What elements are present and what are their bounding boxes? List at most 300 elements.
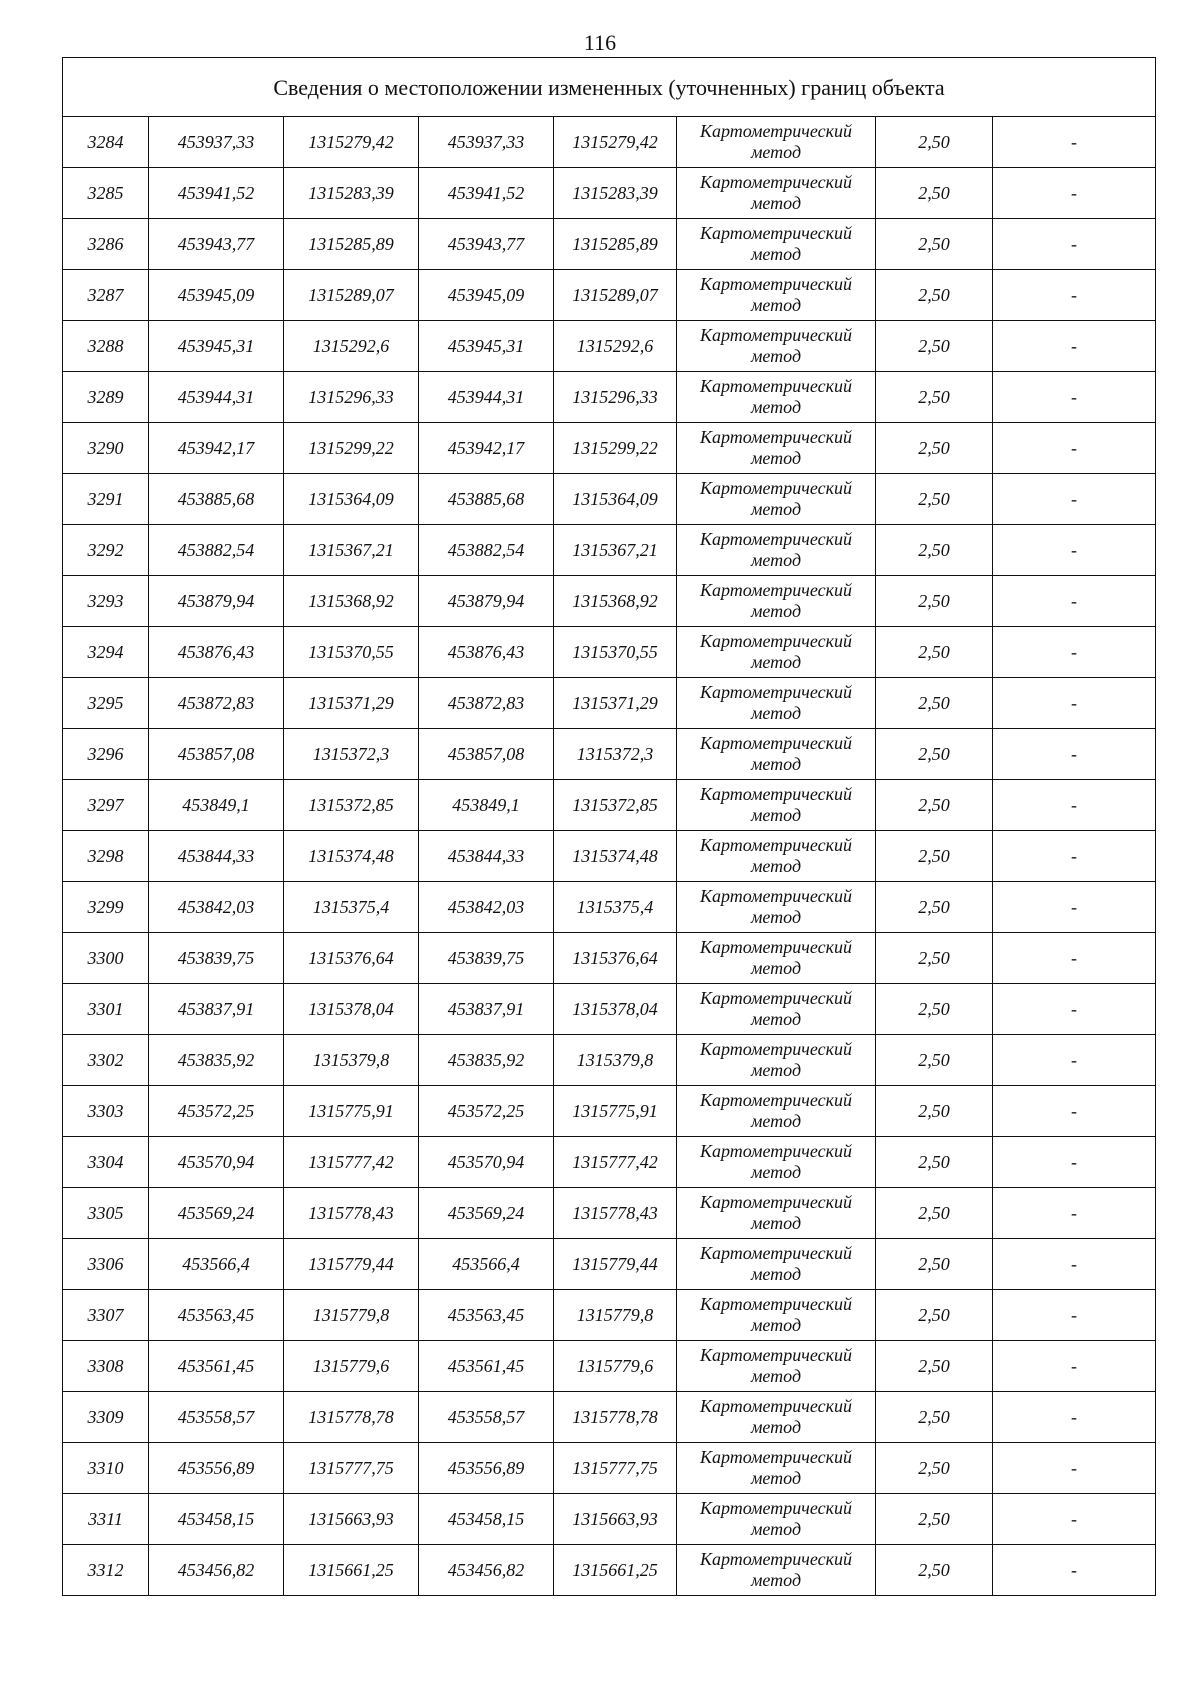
description-cell: -	[993, 627, 1156, 678]
table-row	[63, 729, 1156, 780]
accuracy-cell: 2,50	[876, 678, 993, 729]
x-coordinate-refined-cell: 453837,91	[419, 984, 554, 1035]
description-cell: -	[993, 1137, 1156, 1188]
x-coordinate-refined-cell: 453882,54	[419, 525, 554, 576]
y-coordinate-refined-cell: 1315292,6	[554, 321, 677, 372]
point-number-cell: 3302	[63, 1035, 149, 1086]
method-line-1: Картометрический	[699, 274, 852, 294]
x-coordinate-existing-cell: 453945,09	[149, 270, 284, 321]
method-line-2: метод	[750, 856, 802, 876]
accuracy-cell: 2,50	[876, 1545, 993, 1596]
x-coordinate-refined-cell: 453941,52	[419, 168, 554, 219]
accuracy-cell: 2,50	[876, 117, 993, 168]
y-coordinate-existing-cell: 1315279,42	[284, 117, 419, 168]
method-cell	[677, 1137, 876, 1188]
method-line-2: метод	[750, 601, 802, 621]
y-coordinate-refined-cell: 1315372,85	[554, 780, 677, 831]
table-row	[63, 117, 1156, 168]
y-coordinate-refined-cell: 1315374,48	[554, 831, 677, 882]
y-coordinate-existing-cell: 1315779,6	[284, 1341, 419, 1392]
method-line-1: Картометрический	[699, 121, 852, 141]
table-row	[63, 270, 1156, 321]
method-cell	[677, 474, 876, 525]
method-cell	[677, 831, 876, 882]
point-number-cell: 3299	[63, 882, 149, 933]
x-coordinate-refined-cell: 453857,08	[419, 729, 554, 780]
x-coordinate-refined-cell: 453844,33	[419, 831, 554, 882]
method-cell	[677, 270, 876, 321]
y-coordinate-refined-cell: 1315285,89	[554, 219, 677, 270]
point-number-cell: 3288	[63, 321, 149, 372]
x-coordinate-refined-cell: 453569,24	[419, 1188, 554, 1239]
description-cell: -	[993, 423, 1156, 474]
x-coordinate-existing-cell: 453844,33	[149, 831, 284, 882]
x-coordinate-refined-cell: 453566,4	[419, 1239, 554, 1290]
x-coordinate-existing-cell: 453945,31	[149, 321, 284, 372]
method-line-1: Картометрический	[699, 1345, 852, 1365]
method-line-2: метод	[750, 448, 802, 468]
y-coordinate-refined-cell: 1315376,64	[554, 933, 677, 984]
point-number-cell: 3300	[63, 933, 149, 984]
method-cell	[677, 1239, 876, 1290]
method-line-2: метод	[750, 703, 802, 723]
x-coordinate-refined-cell: 453572,25	[419, 1086, 554, 1137]
table-row	[63, 780, 1156, 831]
table-row	[63, 831, 1156, 882]
method-line-1: Картометрический	[699, 1549, 852, 1569]
method-cell	[677, 168, 876, 219]
method-line-1: Картометрический	[699, 172, 852, 192]
accuracy-cell: 2,50	[876, 1035, 993, 1086]
x-coordinate-refined-cell: 453558,57	[419, 1392, 554, 1443]
x-coordinate-refined-cell: 453879,94	[419, 576, 554, 627]
method-line-1: Картометрический	[699, 1141, 852, 1161]
x-coordinate-existing-cell: 453943,77	[149, 219, 284, 270]
table-row	[63, 1035, 1156, 1086]
y-coordinate-existing-cell: 1315779,44	[284, 1239, 419, 1290]
x-coordinate-refined-cell: 453942,17	[419, 423, 554, 474]
accuracy-cell: 2,50	[876, 270, 993, 321]
table-row	[63, 576, 1156, 627]
point-number-cell: 3291	[63, 474, 149, 525]
point-number-cell: 3311	[63, 1494, 149, 1545]
x-coordinate-refined-cell: 453945,31	[419, 321, 554, 372]
accuracy-cell: 2,50	[876, 1188, 993, 1239]
description-cell: -	[993, 372, 1156, 423]
method-line-1: Картометрический	[699, 1192, 852, 1212]
accuracy-cell: 2,50	[876, 1443, 993, 1494]
y-coordinate-refined-cell: 1315375,4	[554, 882, 677, 933]
accuracy-cell: 2,50	[876, 1239, 993, 1290]
method-line-2: метод	[750, 1315, 802, 1335]
method-cell	[677, 1494, 876, 1545]
x-coordinate-existing-cell: 453456,82	[149, 1545, 284, 1596]
x-coordinate-existing-cell: 453879,94	[149, 576, 284, 627]
x-coordinate-existing-cell: 453458,15	[149, 1494, 284, 1545]
method-cell	[677, 882, 876, 933]
table-row	[63, 474, 1156, 525]
method-line-1: Картометрический	[699, 223, 852, 243]
method-cell	[677, 984, 876, 1035]
x-coordinate-existing-cell: 453563,45	[149, 1290, 284, 1341]
x-coordinate-existing-cell: 453569,24	[149, 1188, 284, 1239]
method-cell	[677, 1392, 876, 1443]
method-line-2: метод	[750, 1060, 802, 1080]
description-cell: -	[993, 678, 1156, 729]
accuracy-cell: 2,50	[876, 729, 993, 780]
y-coordinate-refined-cell: 1315368,92	[554, 576, 677, 627]
method-line-2: метод	[750, 346, 802, 366]
method-cell	[677, 1443, 876, 1494]
y-coordinate-existing-cell: 1315777,42	[284, 1137, 419, 1188]
method-line-1: Картометрический	[699, 835, 852, 855]
method-cell	[677, 525, 876, 576]
y-coordinate-refined-cell: 1315372,3	[554, 729, 677, 780]
y-coordinate-refined-cell: 1315779,8	[554, 1290, 677, 1341]
y-coordinate-refined-cell: 1315775,91	[554, 1086, 677, 1137]
description-cell: -	[993, 168, 1156, 219]
y-coordinate-existing-cell: 1315372,3	[284, 729, 419, 780]
accuracy-cell: 2,50	[876, 474, 993, 525]
point-number-cell: 3306	[63, 1239, 149, 1290]
method-line-1: Картометрический	[699, 1090, 852, 1110]
accuracy-cell: 2,50	[876, 1494, 993, 1545]
x-coordinate-refined-cell: 453556,89	[419, 1443, 554, 1494]
table-row	[63, 933, 1156, 984]
y-coordinate-refined-cell: 1315296,33	[554, 372, 677, 423]
method-line-1: Картометрический	[699, 325, 852, 345]
method-line-2: метод	[750, 244, 802, 264]
accuracy-cell: 2,50	[876, 984, 993, 1035]
x-coordinate-refined-cell: 453570,94	[419, 1137, 554, 1188]
description-cell: -	[993, 474, 1156, 525]
accuracy-cell: 2,50	[876, 1137, 993, 1188]
x-coordinate-existing-cell: 453944,31	[149, 372, 284, 423]
method-line-2: метод	[750, 1570, 802, 1590]
x-coordinate-existing-cell: 453937,33	[149, 117, 284, 168]
x-coordinate-refined-cell: 453885,68	[419, 474, 554, 525]
point-number-cell: 3295	[63, 678, 149, 729]
method-line-2: метод	[750, 1264, 802, 1284]
x-coordinate-refined-cell: 453876,43	[419, 627, 554, 678]
table-row	[63, 1494, 1156, 1545]
method-line-2: метод	[750, 805, 802, 825]
point-number-cell: 3284	[63, 117, 149, 168]
y-coordinate-refined-cell: 1315371,29	[554, 678, 677, 729]
method-line-1: Картометрический	[699, 529, 852, 549]
description-cell: -	[993, 321, 1156, 372]
y-coordinate-refined-cell: 1315663,93	[554, 1494, 677, 1545]
accuracy-cell: 2,50	[876, 372, 993, 423]
method-line-2: метод	[750, 397, 802, 417]
y-coordinate-existing-cell: 1315371,29	[284, 678, 419, 729]
point-number-cell: 3294	[63, 627, 149, 678]
table-row	[63, 1239, 1156, 1290]
x-coordinate-refined-cell: 453943,77	[419, 219, 554, 270]
y-coordinate-existing-cell: 1315367,21	[284, 525, 419, 576]
method-line-1: Картометрический	[699, 886, 852, 906]
point-number-cell: 3285	[63, 168, 149, 219]
description-cell: -	[993, 1341, 1156, 1392]
x-coordinate-existing-cell: 453570,94	[149, 1137, 284, 1188]
x-coordinate-refined-cell: 453839,75	[419, 933, 554, 984]
method-line-2: метод	[750, 550, 802, 570]
table-row	[63, 1341, 1156, 1392]
description-cell: -	[993, 270, 1156, 321]
table-row	[63, 168, 1156, 219]
method-line-1: Картометрический	[699, 784, 852, 804]
y-coordinate-existing-cell: 1315775,91	[284, 1086, 419, 1137]
method-cell	[677, 729, 876, 780]
description-cell: -	[993, 1035, 1156, 1086]
y-coordinate-existing-cell: 1315777,75	[284, 1443, 419, 1494]
table-row	[63, 1443, 1156, 1494]
method-line-2: метод	[750, 958, 802, 978]
point-number-cell: 3296	[63, 729, 149, 780]
description-cell: -	[993, 1239, 1156, 1290]
y-coordinate-refined-cell: 1315779,44	[554, 1239, 677, 1290]
x-coordinate-existing-cell: 453857,08	[149, 729, 284, 780]
point-number-cell: 3309	[63, 1392, 149, 1443]
x-coordinate-existing-cell: 453882,54	[149, 525, 284, 576]
y-coordinate-refined-cell: 1315367,21	[554, 525, 677, 576]
method-line-2: метод	[750, 1111, 802, 1131]
point-number-cell: 3286	[63, 219, 149, 270]
point-number-cell: 3287	[63, 270, 149, 321]
x-coordinate-refined-cell: 453849,1	[419, 780, 554, 831]
x-coordinate-refined-cell: 453458,15	[419, 1494, 554, 1545]
y-coordinate-existing-cell: 1315289,07	[284, 270, 419, 321]
point-number-cell: 3307	[63, 1290, 149, 1341]
y-coordinate-refined-cell: 1315779,6	[554, 1341, 677, 1392]
accuracy-cell: 2,50	[876, 1290, 993, 1341]
x-coordinate-refined-cell: 453835,92	[419, 1035, 554, 1086]
method-line-2: метод	[750, 754, 802, 774]
table-row	[63, 1545, 1156, 1596]
accuracy-cell: 2,50	[876, 423, 993, 474]
x-coordinate-existing-cell: 453849,1	[149, 780, 284, 831]
method-line-1: Картометрический	[699, 1294, 852, 1314]
y-coordinate-refined-cell: 1315283,39	[554, 168, 677, 219]
y-coordinate-existing-cell: 1315372,85	[284, 780, 419, 831]
x-coordinate-refined-cell: 453872,83	[419, 678, 554, 729]
table-row	[63, 882, 1156, 933]
description-cell: -	[993, 219, 1156, 270]
y-coordinate-existing-cell: 1315778,43	[284, 1188, 419, 1239]
accuracy-cell: 2,50	[876, 831, 993, 882]
description-cell: -	[993, 1086, 1156, 1137]
x-coordinate-refined-cell: 453944,31	[419, 372, 554, 423]
x-coordinate-existing-cell: 453835,92	[149, 1035, 284, 1086]
method-line-2: метод	[750, 1417, 802, 1437]
method-line-2: метод	[750, 142, 802, 162]
x-coordinate-refined-cell: 453937,33	[419, 117, 554, 168]
method-cell	[677, 219, 876, 270]
y-coordinate-existing-cell: 1315370,55	[284, 627, 419, 678]
y-coordinate-existing-cell: 1315283,39	[284, 168, 419, 219]
method-line-2: метод	[750, 499, 802, 519]
y-coordinate-existing-cell: 1315379,8	[284, 1035, 419, 1086]
method-line-1: Картометрический	[699, 478, 852, 498]
table-row	[63, 372, 1156, 423]
x-coordinate-existing-cell: 453842,03	[149, 882, 284, 933]
y-coordinate-refined-cell: 1315778,78	[554, 1392, 677, 1443]
accuracy-cell: 2,50	[876, 882, 993, 933]
x-coordinate-existing-cell: 453872,83	[149, 678, 284, 729]
x-coordinate-existing-cell: 453941,52	[149, 168, 284, 219]
description-cell: -	[993, 882, 1156, 933]
method-cell	[677, 1188, 876, 1239]
point-number-cell: 3312	[63, 1545, 149, 1596]
x-coordinate-existing-cell: 453556,89	[149, 1443, 284, 1494]
description-cell: -	[993, 117, 1156, 168]
y-coordinate-existing-cell: 1315779,8	[284, 1290, 419, 1341]
table-row	[63, 984, 1156, 1035]
point-number-cell: 3293	[63, 576, 149, 627]
description-cell: -	[993, 1545, 1156, 1596]
method-line-1: Картометрический	[699, 580, 852, 600]
method-line-1: Картометрический	[699, 937, 852, 957]
method-line-2: метод	[750, 1468, 802, 1488]
method-cell	[677, 576, 876, 627]
table-row	[63, 1290, 1156, 1341]
y-coordinate-existing-cell: 1315778,78	[284, 1392, 419, 1443]
table-title-row	[63, 58, 1156, 117]
y-coordinate-existing-cell: 1315368,92	[284, 576, 419, 627]
method-cell	[677, 1035, 876, 1086]
y-coordinate-refined-cell: 1315299,22	[554, 423, 677, 474]
table-row	[63, 1392, 1156, 1443]
accuracy-cell: 2,50	[876, 780, 993, 831]
table-row	[63, 678, 1156, 729]
point-number-cell: 3290	[63, 423, 149, 474]
point-number-cell: 3304	[63, 1137, 149, 1188]
y-coordinate-refined-cell: 1315777,42	[554, 1137, 677, 1188]
y-coordinate-existing-cell: 1315374,48	[284, 831, 419, 882]
accuracy-cell: 2,50	[876, 1086, 993, 1137]
description-cell: -	[993, 1188, 1156, 1239]
x-coordinate-refined-cell: 453563,45	[419, 1290, 554, 1341]
method-cell	[677, 1086, 876, 1137]
method-line-1: Картометрический	[699, 631, 852, 651]
point-number-cell: 3303	[63, 1086, 149, 1137]
x-coordinate-existing-cell: 453837,91	[149, 984, 284, 1035]
method-line-2: метод	[750, 1162, 802, 1182]
x-coordinate-existing-cell: 453876,43	[149, 627, 284, 678]
y-coordinate-refined-cell: 1315379,8	[554, 1035, 677, 1086]
y-coordinate-existing-cell: 1315292,6	[284, 321, 419, 372]
method-line-2: метод	[750, 1213, 802, 1233]
y-coordinate-refined-cell: 1315661,25	[554, 1545, 677, 1596]
description-cell: -	[993, 831, 1156, 882]
y-coordinate-refined-cell: 1315289,07	[554, 270, 677, 321]
method-cell	[677, 117, 876, 168]
point-number-cell: 3289	[63, 372, 149, 423]
method-cell	[677, 372, 876, 423]
method-cell	[677, 1341, 876, 1392]
description-cell: -	[993, 780, 1156, 831]
description-cell: -	[993, 933, 1156, 984]
accuracy-cell: 2,50	[876, 576, 993, 627]
table-row	[63, 321, 1156, 372]
x-coordinate-refined-cell: 453456,82	[419, 1545, 554, 1596]
y-coordinate-existing-cell: 1315299,22	[284, 423, 419, 474]
description-cell: -	[993, 1443, 1156, 1494]
accuracy-cell: 2,50	[876, 1341, 993, 1392]
method-line-1: Картометрический	[699, 1447, 852, 1467]
point-number-cell: 3308	[63, 1341, 149, 1392]
method-cell	[677, 423, 876, 474]
point-number-cell: 3292	[63, 525, 149, 576]
method-cell	[677, 1290, 876, 1341]
table-title: Сведения о местоположении измененных (уточненных) границ объекта	[63, 58, 1156, 117]
x-coordinate-existing-cell: 453885,68	[149, 474, 284, 525]
description-cell: -	[993, 729, 1156, 780]
method-line-2: метод	[750, 295, 802, 315]
method-line-1: Картометрический	[699, 427, 852, 447]
accuracy-cell: 2,50	[876, 168, 993, 219]
accuracy-cell: 2,50	[876, 933, 993, 984]
method-line-1: Картометрический	[699, 376, 852, 396]
method-line-2: метод	[750, 1519, 802, 1539]
table-row	[63, 423, 1156, 474]
y-coordinate-refined-cell: 1315364,09	[554, 474, 677, 525]
x-coordinate-existing-cell: 453942,17	[149, 423, 284, 474]
y-coordinate-existing-cell: 1315296,33	[284, 372, 419, 423]
y-coordinate-existing-cell: 1315661,25	[284, 1545, 419, 1596]
description-cell: -	[993, 1392, 1156, 1443]
x-coordinate-refined-cell: 453842,03	[419, 882, 554, 933]
y-coordinate-existing-cell: 1315375,4	[284, 882, 419, 933]
table-row	[63, 525, 1156, 576]
description-cell: -	[993, 525, 1156, 576]
method-cell	[677, 627, 876, 678]
method-line-2: метод	[750, 1009, 802, 1029]
method-line-1: Картометрический	[699, 1039, 852, 1059]
y-coordinate-refined-cell: 1315778,43	[554, 1188, 677, 1239]
description-cell: -	[993, 576, 1156, 627]
method-cell	[677, 1545, 876, 1596]
accuracy-cell: 2,50	[876, 219, 993, 270]
method-line-2: метод	[750, 907, 802, 927]
table-row	[63, 219, 1156, 270]
description-cell: -	[993, 1290, 1156, 1341]
accuracy-cell: 2,50	[876, 321, 993, 372]
description-cell: -	[993, 1494, 1156, 1545]
y-coordinate-existing-cell: 1315364,09	[284, 474, 419, 525]
y-coordinate-refined-cell: 1315279,42	[554, 117, 677, 168]
x-coordinate-existing-cell: 453558,57	[149, 1392, 284, 1443]
table-row	[63, 627, 1156, 678]
y-coordinate-refined-cell: 1315370,55	[554, 627, 677, 678]
point-number-cell: 3297	[63, 780, 149, 831]
x-coordinate-existing-cell: 453572,25	[149, 1086, 284, 1137]
accuracy-cell: 2,50	[876, 525, 993, 576]
method-cell	[677, 678, 876, 729]
method-cell	[677, 321, 876, 372]
method-line-1: Картометрический	[699, 1396, 852, 1416]
accuracy-cell: 2,50	[876, 627, 993, 678]
method-line-2: метод	[750, 652, 802, 672]
x-coordinate-existing-cell: 453561,45	[149, 1341, 284, 1392]
table-row	[63, 1188, 1156, 1239]
boundary-coordinates-table	[62, 57, 1156, 1596]
accuracy-cell: 2,50	[876, 1392, 993, 1443]
y-coordinate-existing-cell: 1315663,93	[284, 1494, 419, 1545]
method-line-1: Картометрический	[699, 988, 852, 1008]
x-coordinate-existing-cell: 453839,75	[149, 933, 284, 984]
method-line-1: Картометрический	[699, 1498, 852, 1518]
